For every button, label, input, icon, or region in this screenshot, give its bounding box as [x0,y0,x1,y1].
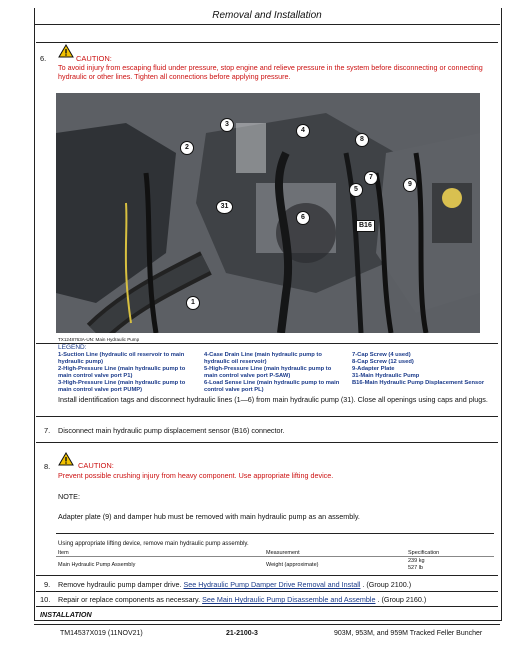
caution-label: CAUTION: [78,461,114,470]
table-cell: Main Hydraulic Pump Assembly [58,562,136,568]
callout-3: 3 [220,118,234,132]
legend-item: 7-Cap Screw (4 used) [352,352,411,358]
link-damper-drive[interactable]: See Hydraulic Pump Damper Drive Removal and Install [183,580,361,589]
legend-item: 4-Case Drain Line (main hydraulic pump to hydraulic oil reservoir) [204,352,322,365]
legend-item: 3-High-Pressure Line (main hydraulic pump to main control valve port PUMP) [58,380,186,393]
callout-31: 31 [216,200,233,214]
step-number: 10. [40,595,51,604]
callout-b16: B16 [356,220,375,232]
legend-item: 8-Cap Screw (12 used) [352,359,414,365]
step-9-text: Remove hydraulic pump damper drive. See Hydraulic Pump Damper Drive Removal and Install . (Group 2100.) [58,580,412,589]
table-cell: 239 kg [408,558,425,564]
step-number: 9. [44,580,51,589]
step-number: 7. [44,426,51,435]
footer-page-number: 21-2100-3 [226,630,258,637]
step-10-text: Repair or replace components as necessary. See Main Hydraulic Pump Disassemble and Assemble . (Group 2160.) [58,595,427,604]
callout-8: 8 [355,133,369,147]
section-heading: INSTALLATION [40,610,92,619]
legend-item: 9-Adapter Plate [352,366,395,372]
table-cell: 527 lb [408,565,423,571]
divider [36,442,498,443]
figure-caption: TX1248763A-UN: Main Hydraulic Pump [58,337,140,342]
footer-rule [34,624,500,625]
table-header-measurement: Measurement [266,550,300,556]
title-bar [34,8,500,25]
callout-5: 5 [349,183,363,197]
legend-title: LEGEND: [58,344,87,351]
callout-9: 9 [403,178,417,192]
note-text: Adapter plate (9) and damper hub must be removed with main hydraulic pump as an assembly. [58,512,360,521]
footer-machine: 903M, 953M, and 959M Tracked Feller Buncher [334,630,483,637]
pump-illustration [56,93,480,333]
instruction-text: Install identification tags and disconnect hydraulic lines (1—6) from main hydraulic pump (31). Close all openings using caps and plugs. [58,395,488,404]
caution-text: Prevent possible crushing injury from heavy component. Use appropriate lifting device. [58,471,334,480]
caution-label: CAUTION: [76,54,112,63]
warning-icon [58,452,74,466]
footer-doc-id: TM14537X019 (11NOV21) [60,630,143,637]
hydraulic-pump-photo [56,93,480,333]
link-pump-disassemble[interactable]: See Main Hydraulic Pump Disassemble and Assemble [202,595,376,604]
legend-item: 1-Suction Line (hydraulic oil reservoir to main hydraulic pump) [58,352,185,365]
warning-icon [58,44,74,58]
divider [36,416,498,417]
legend-item: 5-High-Pressure Line (main hydraulic pump to main control valve port P-SAW) [204,366,332,379]
lift-text: Using appropriate lifting device, remove main hydraulic pump assembly. [58,541,249,547]
callout-7: 7 [364,171,378,185]
caution-text: To avoid injury from escaping fluid under pressure, stop engine and relieve pressure in the system before disconnecting or connecting hydraulic or other lines. Tighten all connections before applying pressure. [58,63,483,81]
step-number: 6. [40,54,47,63]
divider [36,591,498,592]
table-header-item: Item [58,550,69,556]
legend-item: 31-Main Hydraulic Pump [352,373,420,379]
table-cell: Weight (approximate) [266,562,319,568]
divider [56,533,494,534]
legend-item: 2-High-Pressure Line (main hydraulic pump to main control valve port P1) [58,366,186,379]
callout-2: 2 [180,141,194,155]
step-7-text: Disconnect main hydraulic pump displacement sensor (B16) connector. [58,426,285,435]
table-header-specification: Specification [408,550,440,556]
table-divider [56,556,494,557]
callout-6: 6 [296,211,310,225]
legend-item: B16-Main Hydraulic Pump Displacement Sensor [352,380,485,386]
callout-4: 4 [296,124,310,138]
step-number: 8. [44,462,51,471]
callout-1: 1 [186,296,200,310]
divider [36,575,498,576]
legend-item: 6-Load Sense Line (main hydraulic pump to main control valve port PL) [204,380,340,393]
note-label: NOTE: [58,492,80,501]
page-title: Removal and Installation [212,10,322,21]
divider [36,606,498,607]
